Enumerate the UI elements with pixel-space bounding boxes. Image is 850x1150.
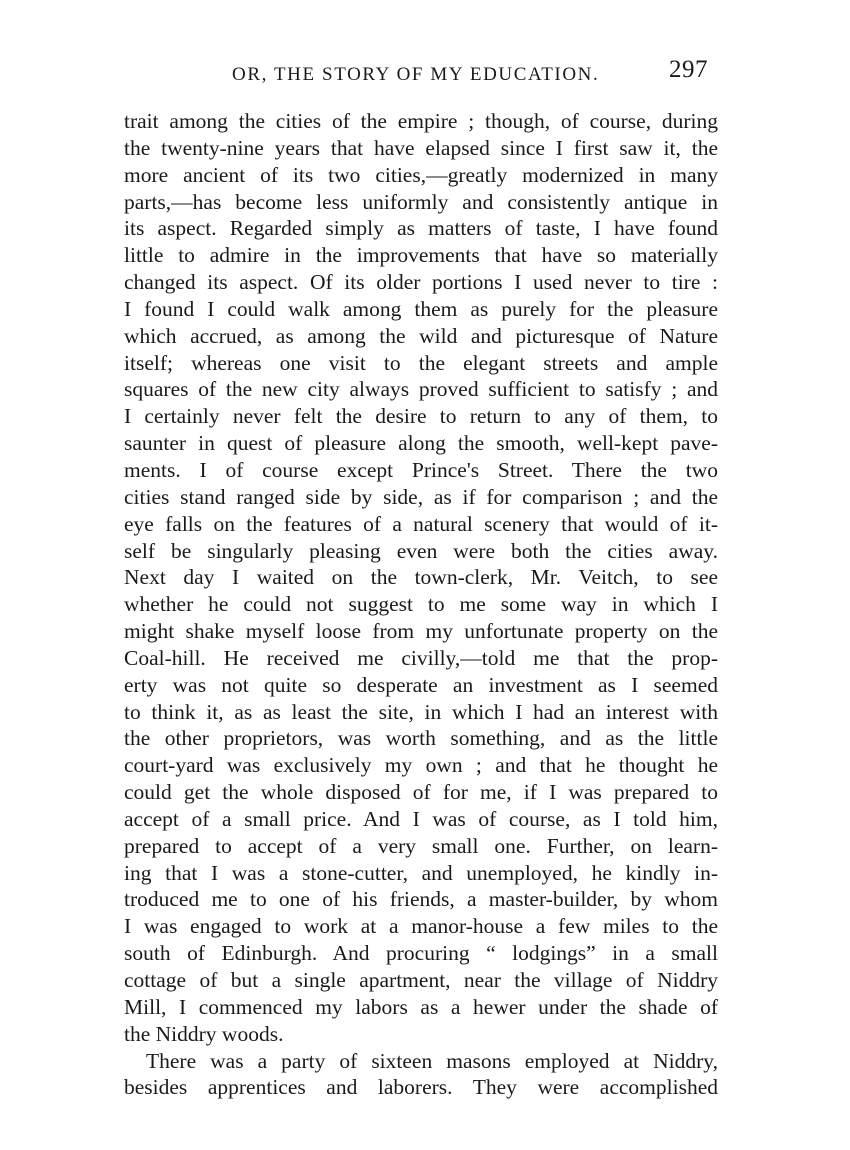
text-line: Mill, I commenced my labors as a hewer under the shade of <box>124 994 718 1019</box>
text-line: more ancient of its two cities,—greatly modernized in many <box>124 162 718 187</box>
text-line: squares of the new city always proved sufficient to satisfy ; and <box>124 377 718 402</box>
text-line: the other proprietors, was worth something, and as the little <box>124 726 718 751</box>
text-line: Next day I waited on the town-clerk, Mr. Veitch, to see <box>124 565 718 590</box>
page-header <box>120 54 720 90</box>
text-line: cottage of but a single apartment, near the village of Niddry <box>124 968 718 992</box>
paragraph-first-line: There was a party of sixteen masons employed at Niddry, <box>146 1048 718 1073</box>
text-line: could get the whole disposed of for me, if I was prepared to <box>124 780 718 805</box>
text-line: changed its aspect. Of its older portions I used never to tire : <box>124 270 718 295</box>
text-line: might shake myself loose from my unfortunate property on the <box>124 619 718 644</box>
text-line: little to admire in the improvements that have so materially <box>124 243 718 268</box>
text-line: I was engaged to work at a manor-house a few miles to the <box>124 914 718 939</box>
running-head: OR, THE STORY OF MY EDUCATION. <box>232 64 600 85</box>
text-line: accept of a small price. And I was of course, as I told him, <box>124 806 718 831</box>
text-line: Coal-hill. He received me civilly,—told me that the prop- <box>124 645 718 670</box>
text-line: ments. I of course except Prince's Street. There the two <box>124 457 718 482</box>
text-line: court-yard was exclusively my own ; and that he thought he <box>124 753 718 778</box>
text-line: parts,—has become less uniformly and consistently antique in <box>124 189 718 214</box>
body-text <box>124 108 718 1101</box>
text-line: prepared to accept of a very small one. Further, on learn- <box>124 833 718 858</box>
text-line: self be singularly pleasing even were both the cities away. <box>124 538 718 563</box>
text-line: which accrued, as among the wild and picturesque of Nature <box>124 323 718 348</box>
text-line: south of Edinburgh. And procuring “ lodgings” in a small <box>124 941 718 966</box>
paragraph-last-line: the Niddry woods. <box>124 1021 284 1046</box>
text-line: itself; whereas one visit to the elegant streets and ample <box>124 350 718 375</box>
text-line: troduced me to one of his friends, a master-builder, by whom <box>124 887 718 912</box>
text-line: trait among the cities of the empire ; though, of course, during <box>124 109 718 133</box>
page-number: 297 <box>669 56 708 83</box>
text-line: I certainly never felt the desire to return to any of them, to <box>124 404 718 429</box>
text-line: saunter in quest of pleasure along the smooth, well-kept pave- <box>124 431 718 456</box>
text-line: eye falls on the features of a natural scenery that would of it- <box>124 511 718 536</box>
text-line: cities stand ranged side by side, as if for comparison ; and the <box>124 484 718 509</box>
text-line: erty was not quite so desperate an investment as I seemed <box>124 672 718 697</box>
text-line: the twenty-nine years that have elapsed since I first saw it, the <box>124 135 718 160</box>
text-line: ing that I was a stone-cutter, and unemployed, he kindly in- <box>124 860 718 885</box>
text-line: to think it, as as least the site, in which I had an interest with <box>124 699 718 724</box>
text-line: its aspect. Regarded simply as matters of taste, I have found <box>124 216 718 241</box>
text-line: whether he could not suggest to me some way in which I <box>124 592 718 617</box>
text-line: besides apprentices and laborers. They were accomplished <box>124 1075 718 1100</box>
text-line: I found I could walk among them as purely for the pleasure <box>124 296 718 321</box>
